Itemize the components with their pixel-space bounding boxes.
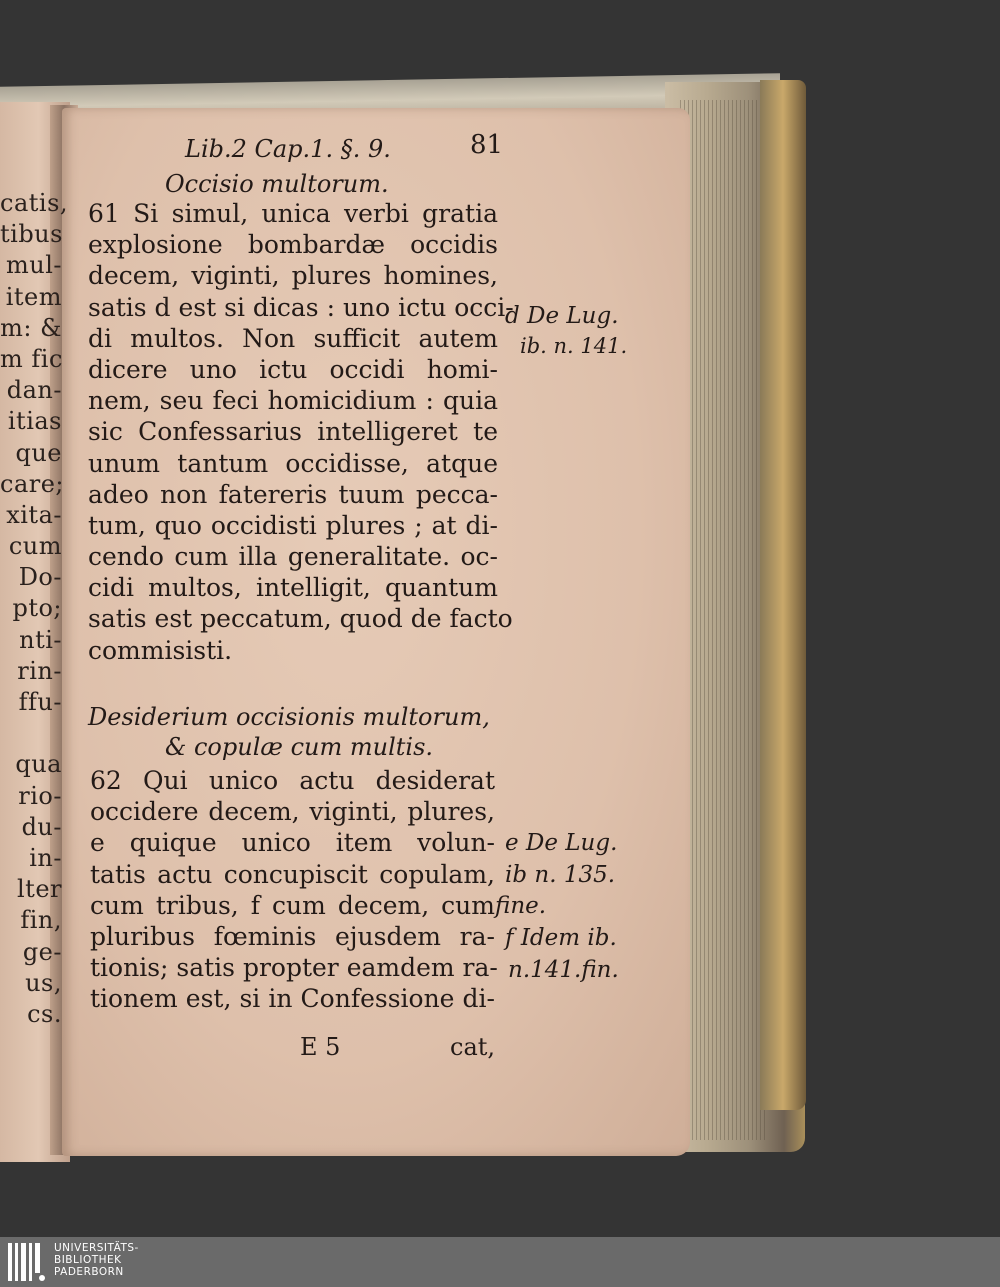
- paragraph-61: [88, 198, 514, 666]
- text-line: occidere decem, viginti, plures,: [90, 797, 495, 827]
- library-logo-icon: [6, 1241, 48, 1283]
- section-heading-2-line2: & copulæ cum multis.: [165, 733, 434, 761]
- text-line: e quique unico item volun-: [90, 828, 495, 858]
- page-edge-lines: [680, 100, 765, 1140]
- logo-line-2: BIBLIOTHEK: [54, 1254, 122, 1266]
- text-line: cidi multos, intelligit, quantum: [88, 573, 498, 603]
- left-page-text: [0, 188, 70, 1030]
- left-page-line: mul-: [6, 251, 62, 280]
- text-line: cum tribus, f cum decem, cum: [90, 890, 495, 920]
- left-page-line: lter: [17, 875, 62, 904]
- library-logo-text: [54, 1242, 139, 1278]
- left-page-line: du-: [21, 812, 62, 841]
- text-line: decem, viginti, plures homines,: [88, 261, 498, 291]
- text-line: unum tantum occidisse, atque: [88, 448, 498, 478]
- text-line: nem, seu feci homicidium : quia: [88, 386, 498, 416]
- logo-line-1: UNIVERSITÄTS-: [54, 1242, 139, 1254]
- text-line: satis est peccatum, quod de facto: [88, 604, 513, 634]
- text-line: cendo cum illa generalitate. oc-: [88, 542, 498, 572]
- left-page-line: fin,: [20, 906, 62, 935]
- text-line: 62 Qui unico actu desiderat: [90, 766, 495, 795]
- margin-note-d: d De Lug.: [505, 303, 619, 329]
- page-number: 81: [470, 130, 504, 160]
- left-page-line: Do-: [18, 563, 62, 592]
- margin-note-f: f Idem ib.: [505, 925, 617, 951]
- left-page-line: care;: [0, 469, 65, 498]
- text-line: tionem est, si in Confessione di-: [90, 984, 495, 1014]
- left-page-line: pto;: [12, 594, 62, 623]
- text-line: tum, quo occidisti plures ; at di-: [88, 510, 498, 540]
- margin-note-d-ref: ib. n. 141.: [520, 334, 628, 358]
- left-page-line: dan-: [6, 376, 62, 405]
- text-line: 61 Si simul, unica verbi gratia: [88, 199, 498, 228]
- section-heading-2-line1: Desiderium occisionis multorum,: [88, 703, 490, 731]
- logo-line-3: PADERBORN: [54, 1266, 124, 1278]
- left-page-line: in-: [29, 843, 62, 872]
- margin-note-e: e De Lug.: [505, 830, 618, 856]
- text-line: sic Confessarius intelligeret te: [88, 417, 498, 447]
- margin-note-e-end: fine.: [495, 893, 547, 919]
- signature-mark: E 5: [300, 1033, 341, 1061]
- left-page-line: tibus: [0, 220, 63, 249]
- left-page-line: que: [15, 438, 62, 467]
- left-page-line: item: [5, 282, 62, 311]
- catchword: cat,: [450, 1033, 496, 1061]
- left-page-line: xita-: [6, 500, 62, 529]
- text-line: dicere uno ictu occidi homi-: [88, 354, 498, 384]
- library-footer: [0, 1237, 1000, 1287]
- left-page-line: ffu-: [18, 688, 62, 716]
- left-page-line: catis,: [0, 189, 69, 217]
- text-line: satis d est si dicas : uno ictu occi-: [88, 292, 514, 322]
- left-page-line: qua: [15, 750, 62, 779]
- section-heading-1: Occisio multorum.: [165, 170, 389, 198]
- text-line: adeo non fatereris tuum pecca-: [88, 479, 498, 509]
- left-page-line: rio-: [18, 781, 62, 810]
- left-page-line: ge-: [22, 937, 62, 966]
- text-line: di multos. Non sufficit autem: [88, 323, 498, 353]
- paragraph-62: [90, 765, 498, 1015]
- left-page-line: m fic: [0, 344, 63, 373]
- left-page-line: us,: [25, 968, 62, 997]
- left-page-line: nti-: [19, 625, 62, 654]
- left-page-line: itias: [7, 407, 62, 436]
- text-line: tatis actu concupiscit copulam,: [90, 859, 495, 889]
- text-line: commisisti.: [88, 635, 233, 665]
- book-cover-edge: [760, 80, 806, 1110]
- text-line: pluribus fœminis ejusdem ra-: [90, 921, 495, 951]
- running-header: Lib.2 Cap.1. §. 9.: [185, 135, 391, 163]
- left-page-line: m: &: [0, 313, 62, 342]
- text-line: tionis; satis propter eamdem ra-: [90, 953, 498, 983]
- margin-note-e-ref: ib n. 135.: [505, 862, 616, 888]
- text-line: explosione bombardæ occidis: [88, 230, 498, 260]
- left-page-line: cum: [8, 532, 62, 561]
- left-page-line: rin-: [17, 656, 62, 685]
- margin-note-f-ref: n.141.fin.: [508, 957, 619, 983]
- left-page-line: cs.: [27, 999, 62, 1028]
- left-page-line: [0, 718, 70, 749]
